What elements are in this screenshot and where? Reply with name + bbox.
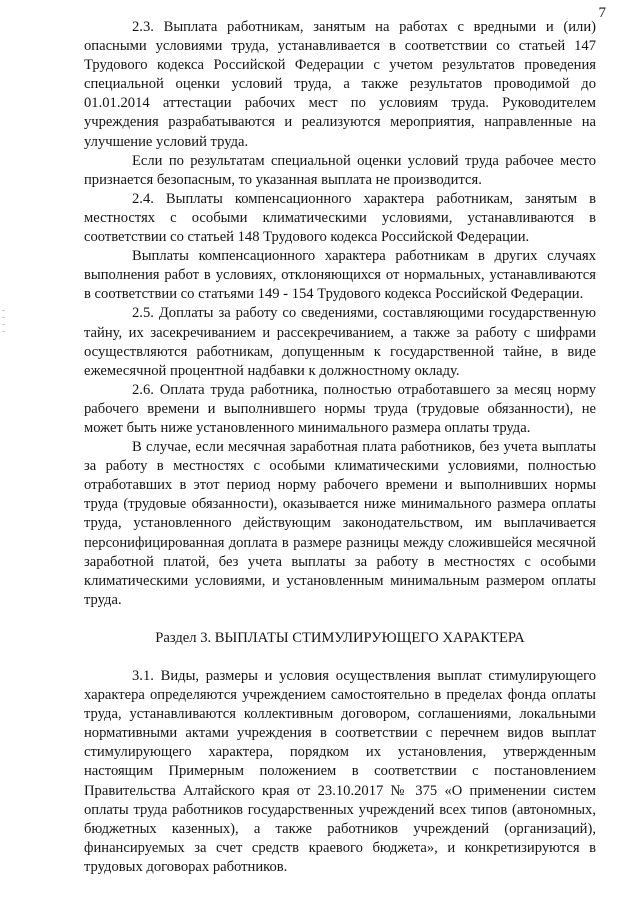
page-number: 7	[598, 5, 606, 21]
paragraph-2-6-case: В случае, если месячная заработная плата работников, без учета выплаты за работу в местностях с особыми климатическими условиями, полностью отработавших в этот период норму рабочего времени и выполнивших нормы труда (трудовые обязанности), оказывается ниже минимального размера оплаты труда, установленного действующим законодательством, им выплачивается персонифицированная доплата в размере разницы между сложившейся месячной заработной платой, без учета выплаты за работу в местностях с особыми климатическими условиями, и установленным минимальным размером оплаты труда.	[84, 439, 596, 608]
paragraph-2-5: 2.5. Доплаты за работу со сведениями, составляющими государственную тайну, их засекречиванием и рассекречиванием, а также за работу с шифрами осуществляются работникам, допущенным к государственной тайне, в виде ежемесячной процентной надбавки к должностному окладу.	[84, 305, 596, 379]
paragraph-2-3: 2.3. Выплата работникам, занятым на работах с вредными и (или) опасными условиями труда, устанавливается в соответствии со статьей 147 Трудового кодекса Российской Федерации с учетом результатов проведения специальной оценки условий труда, а также результатов проводимой до 01.01.2014 аттестации рабочих мест по условиям труда. Руководителем учреждения разрабатываются и реализуются мероприятия, направленные на улучшение условий труда.	[84, 19, 596, 150]
section-3-heading: Раздел 3. ВЫПЛАТЫ СТИМУЛИРУЮЩЕГО ХАРАКТЕРА	[155, 629, 525, 646]
paragraph-2-3-note: Если по результатам специальной оценки условий труда рабочее место признается безопасным, то указанная выплата не производится.	[84, 152, 596, 188]
scan-margin-marks	[2, 310, 6, 350]
paragraph-2-6: 2.6. Оплата труда работника, полностью отработавшего за месяц норму рабочего времени и выполнившего нормы труда (трудовые обязанности), не может быть ниже установленного минимального размера оплаты труда.	[84, 381, 596, 436]
paragraph-2-4: 2.4. Выплаты компенсационного характера работникам, занятым в местностях с особыми климатическими условиями, устанавливаются в соответствии со статьей 148 Трудового кодекса Российской Федерации.	[84, 190, 596, 246]
paragraph-3-1: 3.1. Виды, размеры и условия осуществления выплат стимулирующего характера определяются учреждением самостоятельно в пределах фонда оплаты труда, устанавливаются коллективным договором, соглашениями, локальными нормативными актами учреждения в соответствии с перечнем видов выплат стимулирующего характера, порядком их установления, утвержденным настоящим Примерным положением в соответствии с постановлением Правительства Алтайского края от 23.10.2017 № 375 «О применении систем оплаты труда работников государственных учреждений всех типов (автономных, бюджетных казенных), а также работников учреждений (организаций), финансируемых за счет средств краевого бюджета», и конкретизируются в трудовых договорах работников.	[84, 668, 596, 875]
paragraph-2-4-other: Выплаты компенсационного характера работникам в других случаях выполнения работ в условиях, отклоняющихся от нормальных, устанавливаются в соответствии со статьями 149 - 154 Трудового кодекса Российской Федерации.	[84, 248, 596, 303]
document-body	[84, 18, 596, 877]
